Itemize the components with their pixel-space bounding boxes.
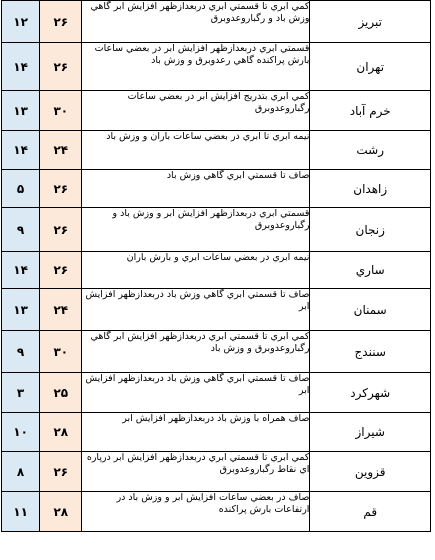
min-temp-cell: ۱۳ — [2, 289, 40, 331]
min-temp-cell: ۱۴ — [2, 131, 40, 170]
max-temp-cell: ۲۸ — [40, 413, 82, 452]
table-row — [2, 131, 431, 170]
forecast-table — [1, 0, 431, 532]
min-temp-cell: ۹ — [2, 331, 40, 373]
forecast-description: نيمه ابري در بعضي ساعات ابري و بارش باران — [82, 252, 310, 289]
max-temp-cell: ۲۶ — [40, 252, 82, 289]
forecast-description: كمي ابري تا قسمتي ابري دربعدازظهر افزايش ابر گاهي وزش باد و رگباروعدوبرق — [82, 1, 310, 43]
max-temp-cell: ۲۵ — [40, 373, 82, 413]
max-temp-cell: ۳۰ — [40, 331, 82, 373]
table-row — [2, 373, 431, 413]
table-row — [2, 252, 431, 289]
forecast-description: نيمه ابري تا ابري در بعضي ساعات باران و وزش باد — [82, 131, 310, 170]
table-row — [2, 91, 431, 131]
city-name: شهركرد — [310, 373, 431, 413]
forecast-description: قسمتي ابري دربعدازظهر افزايش ابر در بعضي ساعات بارش پراكنده گاهي رعدوبرق و وزش باد — [82, 43, 310, 91]
min-temp-cell: ۸ — [2, 452, 40, 492]
forecast-description: صاف همراه با وزش باد دربعدازظهر افزايش ابر — [82, 413, 310, 452]
table-row — [2, 289, 431, 331]
city-name: قزوين — [310, 452, 431, 492]
max-temp-cell: ۲۶ — [40, 43, 82, 91]
max-temp-cell: ۲۴ — [40, 131, 82, 170]
table-row — [2, 1, 431, 43]
max-temp-cell: ۲۶ — [40, 170, 82, 208]
forecast-description: صاف تا قسمتي ابري گاهي وزش باد دربعدازظهر افزايش ابر — [82, 289, 310, 331]
city-name: قم — [310, 492, 431, 532]
table-row — [2, 43, 431, 91]
forecast-description: كمي ابري تا قسمتي ابري دربعدازظهر افزايش ابر گاهي رگباروعدوبرق و وزش باد — [82, 331, 310, 373]
city-name: زنجان — [310, 208, 431, 252]
table-row — [2, 331, 431, 373]
city-name: خرم آباد — [310, 91, 431, 131]
table-row — [2, 452, 431, 492]
forecast-description: صاف تا قسمتي ابري گاهي وزش باد — [82, 170, 310, 208]
forecast-description: كمي ابري بتدريج افزايش ابر در بعضي ساعات رگباروعدوبرق — [82, 91, 310, 131]
table-row — [2, 208, 431, 252]
max-temp-cell: ۲۴ — [40, 289, 82, 331]
min-temp-cell: ۱۲ — [2, 1, 40, 43]
min-temp-cell: ۱۴ — [2, 252, 40, 289]
max-temp-cell: ۲۸ — [40, 492, 82, 532]
table-row — [2, 413, 431, 452]
forecast-description: صاف تا قسمتي ابري گاهي وزش باد دربعدازظهر افزايش ابر — [82, 373, 310, 413]
min-temp-cell: ۹ — [2, 208, 40, 252]
city-name: سمنان — [310, 289, 431, 331]
min-temp-cell: ۵ — [2, 170, 40, 208]
min-temp-cell: ۱۰ — [2, 413, 40, 452]
city-name: سنندج — [310, 331, 431, 373]
max-temp-cell: ۲۶ — [40, 1, 82, 43]
forecast-description: قسمتي ابري دربعدازظهر افزايش ابر و وزش باد و رگباروعدوبرق — [82, 208, 310, 252]
min-temp-cell: ۱۳ — [2, 91, 40, 131]
table-row — [2, 170, 431, 208]
max-temp-cell: ۲۶ — [40, 452, 82, 492]
max-temp-cell: ۳۰ — [40, 91, 82, 131]
min-temp-cell: ۱۴ — [2, 43, 40, 91]
city-name: شيراز — [310, 413, 431, 452]
city-name: رشت — [310, 131, 431, 170]
table-row — [2, 492, 431, 532]
city-name: تبريز — [310, 1, 431, 43]
min-temp-cell: ۱۱ — [2, 492, 40, 532]
city-name: زاهدان — [310, 170, 431, 208]
forecast-description: صاف در بعضي ساعات افزايش ابر و وزش باد در ارتفاعات بارش پراكنده — [82, 492, 310, 532]
city-name: ساري — [310, 252, 431, 289]
city-name: تهران — [310, 43, 431, 91]
max-temp-cell: ۲۶ — [40, 208, 82, 252]
forecast-description: كمي ابري تا قسمتي ابري دربعدازظهر افزايش ابر درپاره اي نقاط رگباروعدوبرق — [82, 452, 310, 492]
min-temp-cell: ۳ — [2, 373, 40, 413]
